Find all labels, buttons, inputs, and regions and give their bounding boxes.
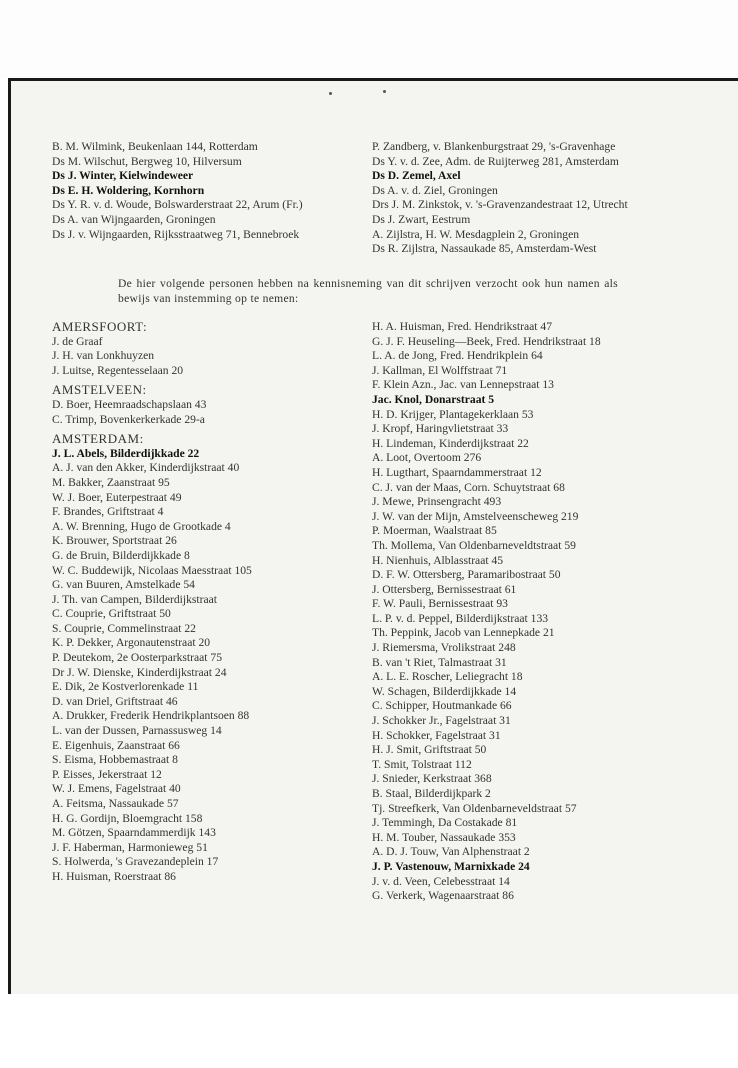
intro-paragraph: De hier volgende personen hebben na kennisneming van dit schrijven verzocht ook hun namen als bewijs van instemming op te nemen: (118, 277, 618, 305)
signatory-entry: S. Holwerda, 's Gravezandeplein 17 (52, 855, 219, 869)
signatory-entry: S. Couprie, Commelinstraat 22 (52, 621, 196, 635)
speck-mark (329, 92, 332, 95)
signatory-entry: Ds A. v. d. Ziel, Groningen (372, 183, 498, 197)
signatory-entry: J. de Graaf (52, 334, 103, 348)
signatory-entry: J. v. d. Veen, Celebesstraat 14 (372, 874, 510, 888)
signatory-entry: B. Staal, Bilderdijkpark 2 (372, 787, 491, 800)
signatory-entry: J. Riemersma, Vrolikstraat 248 (372, 641, 516, 655)
signatory-entry: F. Brandes, Griftstraat 4 (52, 505, 164, 519)
signatory-entry: H. M. Touber, Nassaukade 353 (372, 830, 516, 844)
signatory-entry: J. W. van der Mijn, Amstelveenscheweg 219 (372, 509, 579, 523)
signatory-entry: P. Deutekom, 2e Oosterparkstraat 75 (52, 651, 222, 665)
signatory-entry: J. Temmingh, Da Costakade 81 (372, 816, 518, 830)
signatory-entry: H. Schokker, Fagelstraat 31 (372, 728, 501, 742)
scan-margin-top (0, 0, 738, 78)
signatory-entry: Jac. Knol, Donarstraat 5 (372, 392, 495, 406)
signatory-entry: H. Lindeman, Kinderdijkstraat 22 (372, 436, 529, 450)
signatory-entry: H. G. Gordijn, Bloemgracht 158 (52, 811, 203, 825)
signatory-entry: J. H. van Lonkhuyzen (52, 349, 155, 363)
signatory-entry: F. W. Pauli, Bernissestraat 93 (372, 597, 508, 611)
signatory-entry: G. Verkerk, Wagenaarstraat 86 (372, 889, 514, 903)
signatory-entry: P. Moerman, Waalstraat 85 (372, 524, 497, 538)
signatory-entry: P. Eisses, Jekerstraat 12 (52, 767, 162, 781)
signatory-entry: W. Schagen, Bilderdijkkade 14 (372, 684, 517, 698)
signatory-entry: M. Bakker, Zaanstraat 95 (52, 475, 170, 489)
signatory-entry: W. J. Emens, Fagelstraat 40 (52, 782, 181, 796)
signatory-entry: A. Loot, Overtoom 276 (372, 451, 482, 465)
signatory-entry: W. J. Boer, Euterpestraat 49 (52, 490, 182, 504)
signatory-entry: Ds E. H. Woldering, Kornhorn (52, 183, 205, 197)
signatory-entry: Ds A. van Wijngaarden, Groningen (52, 212, 216, 226)
signatory-entry: Ds R. Zijlstra, Nassaukade 85, Amsterdam-West (372, 242, 597, 256)
signatory-entry: S. Eisma, Hobbemastraat 8 (52, 753, 178, 767)
signatory-entry: A. Feitsma, Nassaukade 57 (52, 797, 179, 810)
top-left-list (52, 140, 303, 242)
signatory-entry: B. M. Wilmink, Beukenlaan 144, Rotterdam (52, 140, 258, 153)
signatory-entry: Ds Y. R. v. d. Woude, Bolswarderstraat 22, Arum (Fr.) (52, 198, 303, 212)
signatory-entry: H. Lugthart, Spaarndammerstraat 12 (372, 465, 542, 479)
signatory-entry: Ds M. Wilschut, Bergweg 10, Hilversum (52, 154, 242, 168)
signatory-entry: J. Kropf, Haringvlietstraat 33 (372, 422, 509, 436)
speck-mark (383, 90, 386, 93)
signatory-entry: Ds D. Zemel, Axel (372, 169, 461, 183)
signatory-entry: K. P. Dekker, Argonautenstraat 20 (52, 636, 211, 650)
signatory-entry: Th. Mollema, Van Oldenbarneveldtstraat 59 (372, 538, 576, 552)
signatory-entry: J. Kallman, El Wolffstraat 71 (372, 363, 508, 377)
city-heading: AMSTERDAM: (52, 431, 144, 447)
top-right-list (372, 140, 628, 257)
signatory-entry: J. Schokker Jr., Fagelstraat 31 (372, 714, 511, 728)
signatory-entry: C. J. van der Maas, Corn. Schuytstraat 68 (372, 480, 565, 494)
signatory-entry: Ds J. v. Wijngaarden, Rijksstraatweg 71, Bennebroek (52, 227, 300, 241)
right-column-list (372, 320, 601, 904)
signatory-entry: C. Couprie, Griftstraat 50 (52, 607, 171, 621)
signatory-entry: B. van 't Riet, Talmastraat 31 (372, 655, 507, 669)
signatory-entry: C. Schipper, Houtmankade 66 (372, 699, 512, 713)
signatory-entry: H. J. Smit, Griftstraat 50 (372, 743, 487, 757)
signatory-entry: T. Smit, Tolstraat 112 (372, 757, 472, 771)
signatory-entry: J. Th. van Campen, Bilderdijkstraat (52, 592, 217, 606)
signatory-entry: A. W. Brenning, Hugo de Grootkade 4 (52, 519, 231, 533)
city-heading: AMERSFOORT: (52, 319, 148, 334)
signatory-entry: Th. Peppink, Jacob van Lennepkade 21 (372, 626, 555, 640)
signatory-entry: E. Eigenhuis, Zaanstraat 66 (52, 738, 180, 752)
signatory-entry: A. D. J. Touw, Van Alphenstraat 2 (372, 845, 530, 859)
signatory-entry: J. L. Abels, Bilderdijkkade 22 (52, 446, 200, 460)
city-heading: AMSTELVEEN: (52, 382, 147, 398)
signatory-entry: Dr J. W. Dienske, Kinderdijkstraat 24 (52, 665, 227, 679)
signatory-entry: A. Drukker, Frederik Hendrikplantsoen 88 (52, 709, 250, 723)
signatory-entry: A. Zijlstra, H. W. Mesdagplein 2, Groningen (372, 227, 580, 241)
signatory-entry: Tj. Streefkerk, Van Oldenbarneveldstraat 57 (372, 801, 577, 815)
signatory-entry: Ds J. Zwart, Eestrum (372, 212, 471, 226)
signatory-entry: G. van Buuren, Amstelkade 54 (52, 578, 195, 592)
signatory-entry: K. Brouwer, Sportstraat 26 (52, 534, 177, 548)
signatory-entry: J. Ottersberg, Bernissestraat 61 (372, 582, 517, 596)
signatory-entry: P. Zandberg, v. Blankenburgstraat 29, 's-Gravenhage (372, 140, 616, 153)
signatory-entry: G. J. F. Heuseling—Beek, Fred. Hendrikstraat 18 (372, 334, 601, 348)
signatory-entry: Ds J. Winter, Kielwindeweer (52, 169, 194, 183)
signatory-entry: H. Nienhuis, Alblasstraat 45 (372, 553, 504, 567)
signatory-entry: J. Mewe, Prinsengracht 493 (372, 495, 502, 509)
signatory-entry: H. A. Huisman, Fred. Hendrikstraat 47 (372, 320, 552, 333)
left-column-list (52, 320, 252, 885)
signatory-entry: Drs J. M. Zinkstok, v. 's-Gravenzandestraat 12, Utrecht (372, 198, 628, 212)
signatory-entry: D. F. W. Ottersberg, Paramaribostraat 50 (372, 568, 561, 582)
signatory-entry: L. A. de Jong, Fred. Hendrikplein 64 (372, 349, 543, 363)
signatory-entry: A. L. E. Roscher, Leliegracht 18 (372, 670, 523, 684)
signatory-entry: H. Huisman, Roerstraat 86 (52, 869, 176, 883)
signatory-entry: C. Trimp, Bovenkerkerkade 29-a (52, 412, 205, 426)
signatory-entry: W. C. Buddewijk, Nicolaas Maesstraat 105 (52, 563, 252, 577)
signatory-entry: E. Dik, 2e Kostverlorenkade 11 (52, 680, 199, 694)
signatory-entry: D. Boer, Heemraadschapslaan 43 (52, 397, 207, 411)
signatory-entry: A. J. van den Akker, Kinderdijkstraat 40 (52, 461, 240, 475)
signatory-entry: F. Klein Azn., Jac. van Lennepstraat 13 (372, 378, 554, 392)
signatory-entry: D. van Driel, Griftstraat 46 (52, 694, 178, 708)
signatory-entry: G. de Bruin, Bilderdijkkade 8 (52, 548, 190, 562)
signatory-entry: L. van der Dussen, Parnassusweg 14 (52, 724, 222, 738)
signatory-entry: M. Götzen, Spaarndammerdijk 143 (52, 826, 216, 840)
signatory-entry: J. P. Vastenouw, Marnixkade 24 (372, 859, 530, 873)
signatory-entry: L. P. v. d. Peppel, Bilderdijkstraat 133 (372, 611, 549, 625)
signatory-entry: J. Snieder, Kerkstraat 368 (372, 772, 492, 786)
signatory-entry: J. Luitse, Regentesselaan 20 (52, 363, 184, 377)
signatory-entry: Ds Y. v. d. Zee, Adm. de Ruijterweg 281, Amsterdam (372, 154, 619, 168)
signatory-entry: J. F. Haberman, Harmonieweg 51 (52, 840, 208, 854)
signatory-entry: H. D. Krijger, Plantagekerklaan 53 (372, 407, 534, 421)
